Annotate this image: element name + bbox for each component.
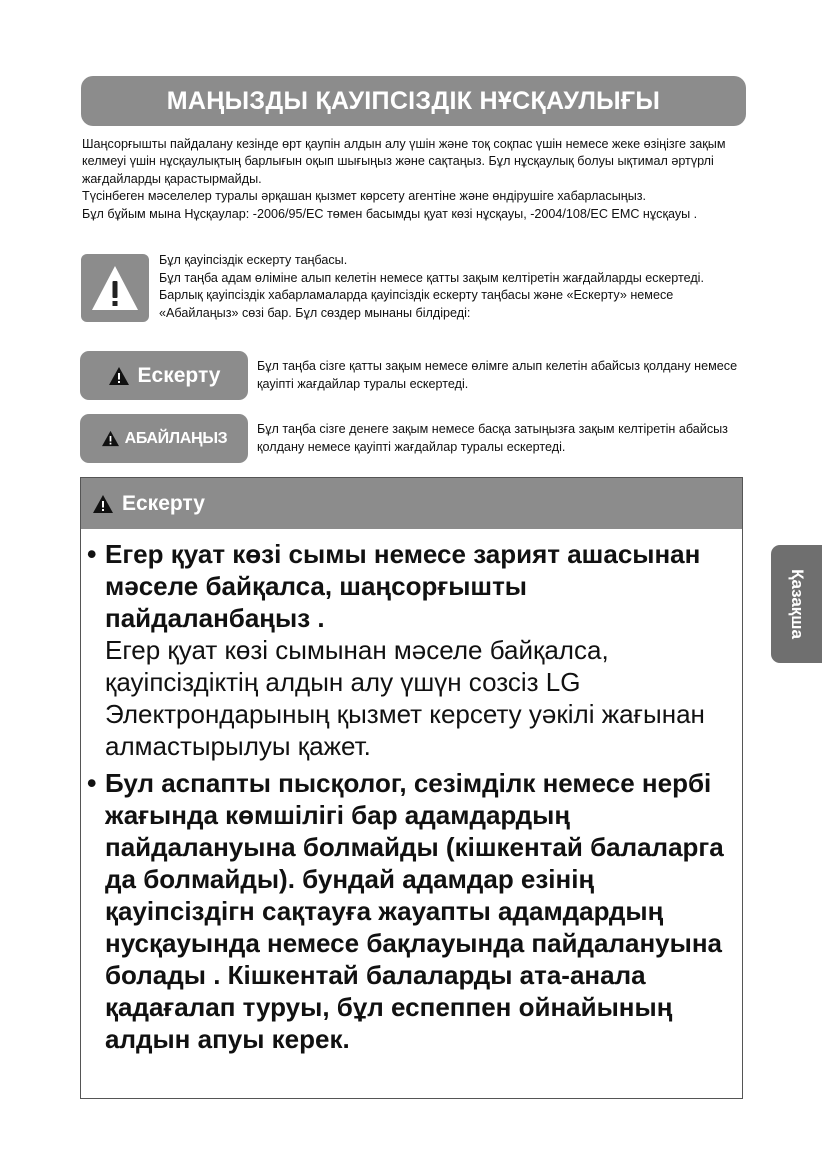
item-2-bold-text: Бул аспапты пысқолог, сезімділк немесе нербі жағында көмшілігі бар адамдардың пайдалануына болмайды (кішкентай балаларга да болмайды). бундай адамдар езінің қауіпсіздігн сақтауға жауапты адамдардың нусқауында немесе бақлауында пайдалануына болады . Кішкентай балаларды ата-анала қадағалап туруы, бұл есп​еппен ойнайының алдын апуы керек. xyxy=(105,768,724,1054)
page-title: МАҢЫЗДЫ ҚАУІПСІЗДІК НҰСҚАУЛЫҒЫ xyxy=(81,76,746,126)
warning-box xyxy=(80,477,743,1099)
symbol-line-1: Бұл қауіпсіздік ескерту таңбасы. xyxy=(159,253,348,267)
bullet: • xyxy=(87,768,97,798)
warning-label-description: Бұл таңба сізге қатты зақым немесе өлімге алып келетін абайсыз қолдану немесе қауіпті жағдайлар туралы ескертеді. xyxy=(257,359,738,391)
safety-symbol-description xyxy=(159,252,749,322)
caution-label-badge xyxy=(80,414,248,463)
symbol-line-2: Бұл таңба адам өліміне алып келетін немесе қатты зақым келтіретін жағдайларды ескертеді. xyxy=(159,270,704,285)
warning-triangle-icon xyxy=(108,366,130,386)
warning-label-badge xyxy=(80,351,248,400)
warning-triangle-icon xyxy=(81,254,149,322)
warning-items xyxy=(87,538,737,1060)
warning-triangle-icon xyxy=(92,494,114,514)
caution-label-text: АБАЙЛАҢЫЗ xyxy=(124,429,228,447)
item-1-bold-text: Егер қуат көзі сымы немесе зарият ашасынан мәселе байқалса, шаңсорғышты пайдаланбаңыз . xyxy=(105,539,701,633)
caution-label-description: Бұл таңба сізге денеге зақым немесе басқа затыңызға зақым келтіретін абайсыз қолдану немесе қауіпті жағдайлар туралы ескертеді. xyxy=(257,422,728,454)
intro-paragraph-1: Шаңсорғышты пайдалану кезінде өрт қаупін алдын алу үшін және тоқ соқпас үшін немесе жеке өзіңізге зақым келмеуі үшін нұсқаулықтың барлығын оқып шығыңыз және сақтаңыз. Бұл нұсқаулық болуы ықтимал әртүрлі жағдайларды қарастырмайды. xyxy=(82,137,726,186)
warning-label-text: Ескерту xyxy=(137,363,221,387)
list-item xyxy=(87,767,737,1055)
language-tab xyxy=(771,545,822,663)
intro-paragraph-2: Түсінбеген мәселелер туралы әрқашан қызмет көрсету агентіне және өндірушіге хабарласыңыз. xyxy=(82,189,647,204)
symbol-line-3: Барлық қауіпсіздік хабарламаларда қауіпсіздік ескерту таңбасы және «Ескерту» немесе «Абайлаңыз» сөзі бар. Бұл сөздер мынаны білдіреді: xyxy=(159,288,674,320)
language-tab-label: Қазақша xyxy=(787,569,807,639)
warning-box-header xyxy=(81,478,742,529)
item-1-normal-text: Егер қуат көзі сымынан мәселе байқалса, қауіпсіздіктің алдын алу үшүн созсіз LG Электрондарының қызмет керсету уәкілі жағынан алмастырылуы қажет. xyxy=(105,635,705,761)
intro-text xyxy=(82,136,752,223)
warning-box-title: Ескерту xyxy=(122,491,205,515)
bullet: • xyxy=(87,539,97,569)
warning-triangle-icon xyxy=(101,430,120,447)
list-item xyxy=(87,538,737,762)
intro-paragraph-3: Бұл бұйым мына Нұсқаулар: -2006/95/EC төмен басымды қуат көзі нұсқауы, -2004/108/EC EMC нұсқауы . xyxy=(82,206,698,221)
